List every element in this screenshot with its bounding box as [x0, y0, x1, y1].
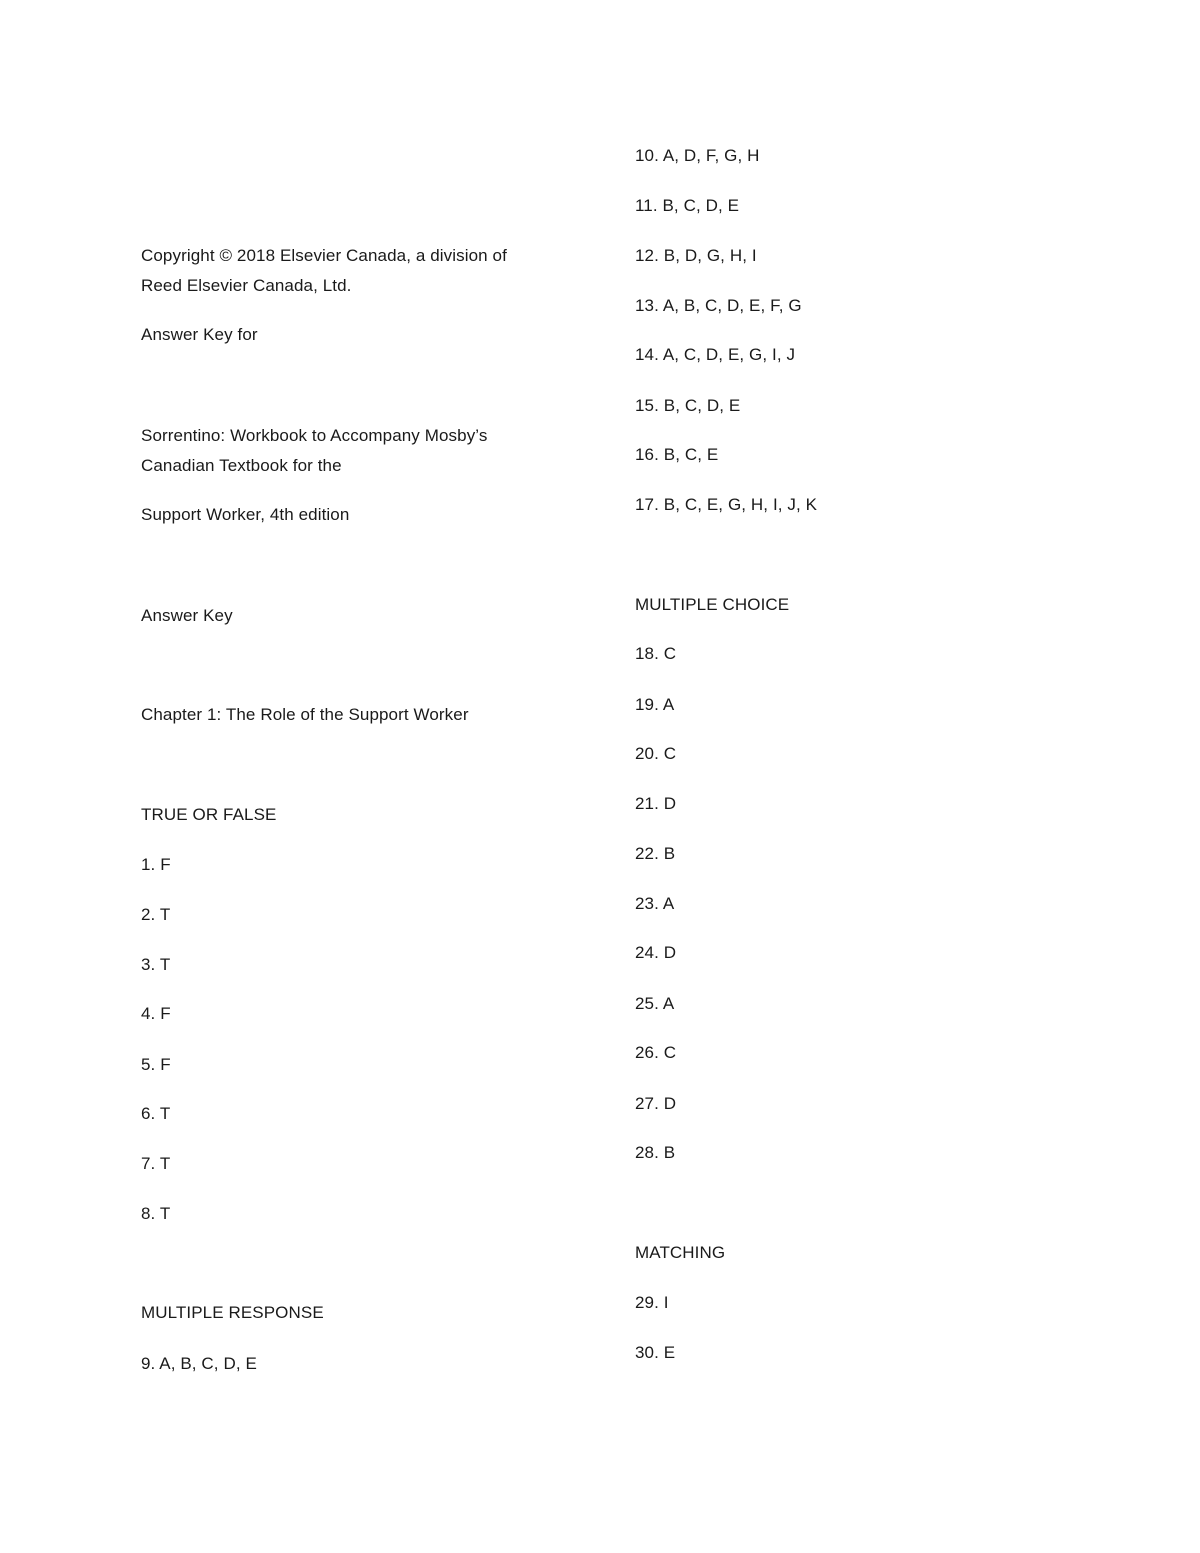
answer-item: 17. B, C, E, G, H, I, J, K — [635, 495, 818, 514]
answer-item: 22. B — [635, 844, 676, 863]
answer-item: 21. D — [635, 794, 677, 813]
answer-item: 20. C — [635, 744, 677, 763]
section-heading-multiple-response: MULTIPLE RESPONSE — [141, 1303, 324, 1322]
section-heading-matching: MATCHING — [635, 1243, 726, 1262]
answer-item: 10. A, D, F, G, H — [635, 146, 760, 165]
answer-item: 6. T — [141, 1104, 171, 1123]
answer-item: 27. D — [635, 1094, 677, 1113]
answer-item: 1. F — [141, 855, 171, 874]
answer-item: 15. B, C, D, E — [635, 396, 741, 415]
answer-item: 28. B — [635, 1143, 676, 1162]
answer-key-for-label: Answer Key for — [141, 325, 258, 344]
answer-item: 24. D — [635, 943, 677, 962]
answer-item: 29. I — [635, 1293, 669, 1312]
section-heading-multiple-choice: MULTIPLE CHOICE — [635, 595, 790, 614]
answer-item: 8. T — [141, 1204, 171, 1223]
answer-item: 26. C — [635, 1043, 677, 1062]
answer-key-heading: Answer Key — [141, 606, 233, 625]
answer-item: 13. A, B, C, D, E, F, G — [635, 296, 802, 315]
answer-item: 19. A — [635, 695, 675, 714]
answer-item: 11. B, C, D, E — [635, 196, 740, 215]
answer-item: 23. A — [635, 894, 675, 913]
answer-item: 14. A, C, D, E, G, I, J — [635, 345, 796, 364]
copyright-line: Reed Elsevier Canada, Ltd. — [141, 276, 352, 295]
answer-item: 7. T — [141, 1154, 171, 1173]
copyright-line: Copyright © 2018 Elsevier Canada, a division of — [141, 246, 507, 265]
book-title-line: Canadian Textbook for the — [141, 456, 342, 475]
answer-item: 16. B, C, E — [635, 445, 719, 464]
answer-item: 2. T — [141, 905, 171, 924]
chapter-title: Chapter 1: The Role of the Support Worker — [141, 705, 469, 724]
book-title-line: Support Worker, 4th edition — [141, 505, 350, 524]
book-title-line: Sorrentino: Workbook to Accompany Mosby’s — [141, 426, 488, 445]
answer-item: 9. A, B, C, D, E — [141, 1354, 257, 1373]
answer-item: 5. F — [141, 1055, 171, 1074]
answer-item: 12. B, D, G, H, I — [635, 246, 757, 265]
answer-item: 25. A — [635, 994, 675, 1013]
answer-item: 30. E — [635, 1343, 676, 1362]
answer-item: 3. T — [141, 955, 171, 974]
section-heading-true-false: TRUE OR FALSE — [141, 805, 277, 824]
answer-item: 18. C — [635, 644, 677, 663]
answer-item: 4. F — [141, 1004, 171, 1023]
